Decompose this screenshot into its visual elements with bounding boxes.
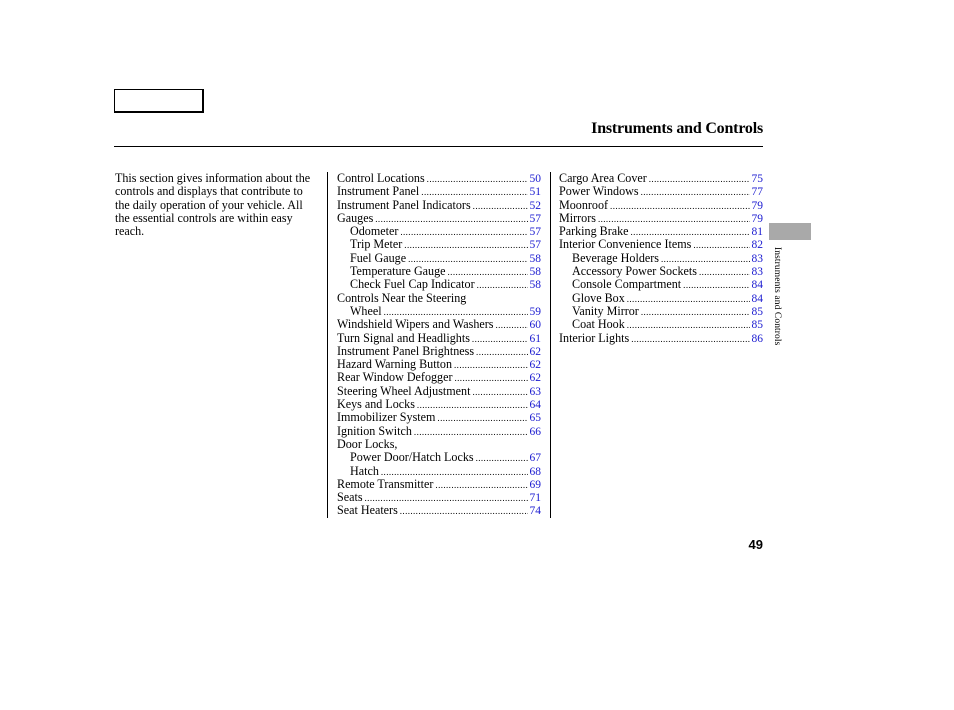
toc-entry-label: Coat Hook [572, 317, 625, 332]
toc-page-link[interactable]: 63 [529, 385, 541, 398]
toc-entry-label: Interior Convenience Items [559, 237, 692, 252]
leader-dots [649, 173, 750, 186]
toc-entry[interactable] [337, 371, 541, 384]
toc-page-link[interactable]: 57 [529, 239, 541, 252]
leader-dots [627, 293, 750, 306]
toc-entry[interactable] [337, 238, 541, 251]
toc-entry-label: Odometer [350, 224, 399, 239]
toc-entry[interactable] [337, 172, 541, 185]
toc-page-link[interactable]: 62 [529, 372, 541, 385]
toc-entry-label: Moonroof [559, 197, 609, 212]
toc-page-link[interactable]: 58 [529, 252, 541, 265]
toc-entry[interactable] [559, 292, 763, 305]
toc-column-1 [337, 172, 541, 518]
toc-entry-label: Console Compartment [572, 277, 682, 292]
toc-entry[interactable] [559, 278, 763, 291]
toc-entry[interactable] [337, 332, 541, 345]
leader-dots [404, 239, 527, 252]
toc-page-link[interactable]: 74 [529, 505, 541, 518]
toc-entry[interactable] [337, 425, 541, 438]
toc-heading: Door Locks, [337, 436, 398, 451]
nav-box[interactable] [114, 89, 204, 113]
toc-heading: Controls Near the Steering [337, 290, 467, 305]
section-tab-label: Instruments and Controls [772, 247, 782, 346]
toc-entry-label: Interior Lights [559, 330, 630, 345]
toc-page-link[interactable]: 77 [751, 186, 763, 199]
toc-entry[interactable] [559, 199, 763, 212]
toc-page-link[interactable]: 58 [529, 279, 541, 292]
leader-dots [699, 266, 750, 279]
toc-entry[interactable] [337, 478, 541, 491]
toc-entry-label: Power Door/Hatch Locks [350, 450, 474, 465]
toc-entry-label: Remote Transmitter [337, 476, 434, 491]
toc-page-link[interactable]: 84 [751, 292, 763, 305]
toc-entry[interactable] [559, 238, 763, 251]
toc-entry-label: Mirrors [559, 210, 596, 225]
toc-page-link[interactable]: 71 [529, 492, 541, 505]
toc-entry-label: Seats [337, 490, 363, 505]
toc-entry[interactable] [337, 212, 541, 225]
section-tab[interactable] [769, 223, 811, 240]
toc-entry-label: Ignition Switch [337, 423, 412, 438]
toc-entry-label: Gauges [337, 210, 374, 225]
toc-entry[interactable] [337, 385, 541, 398]
toc-entry-label: Instrument Panel [337, 184, 420, 199]
column-divider-2 [550, 172, 551, 518]
leader-dots [427, 173, 528, 186]
toc-entry-label: Rear Window Defogger [337, 370, 453, 385]
toc-entry[interactable] [337, 278, 541, 291]
toc-entry-label: Seat Heaters [337, 503, 398, 518]
toc-page-link[interactable]: 65 [529, 412, 541, 425]
toc-page-link[interactable]: 67 [529, 452, 541, 465]
toc-page-link[interactable]: 62 [529, 359, 541, 372]
leader-dots [400, 505, 528, 518]
toc-entry[interactable] [337, 504, 541, 517]
toc-page-link[interactable]: 60 [529, 319, 541, 332]
toc-entry-label: Trip Meter [350, 237, 403, 252]
leader-dots [610, 200, 749, 213]
leader-dots [476, 452, 528, 465]
leader-dots [693, 239, 749, 252]
toc-page-link[interactable]: 79 [751, 199, 763, 212]
toc-entry-label: Parking Brake [559, 224, 629, 239]
toc-entry-label: Control Locations [337, 171, 425, 185]
toc-page-link[interactable]: 86 [751, 332, 763, 345]
toc-page-link[interactable]: 84 [751, 279, 763, 292]
toc-entry-label: Fuel Gauge [350, 250, 407, 265]
leader-dots [435, 479, 527, 492]
toc-page-link[interactable]: 83 [751, 252, 763, 265]
toc-entry-label: Accessory Power Sockets [572, 264, 697, 279]
toc-page-link[interactable]: 75 [751, 173, 763, 185]
toc-entry-label: Wheel [350, 303, 382, 318]
toc-entry-label: Power Windows [559, 184, 639, 199]
toc-entry-label: Hatch [350, 463, 379, 478]
toc-page-link[interactable]: 83 [751, 266, 763, 279]
leader-dots [683, 279, 749, 292]
toc-page-link[interactable]: 58 [529, 266, 541, 279]
toc-page-link[interactable]: 57 [529, 226, 541, 239]
toc-entry[interactable] [337, 252, 541, 265]
toc-entry[interactable] [559, 332, 763, 345]
toc-page-link[interactable]: 52 [529, 199, 541, 212]
toc-page-link[interactable]: 64 [529, 399, 541, 412]
toc-entry[interactable] [337, 318, 541, 331]
toc-entry-label: Steering Wheel Adjustment [337, 383, 471, 398]
leader-dots [473, 200, 528, 213]
toc-entry[interactable] [337, 398, 541, 411]
toc-page-link[interactable]: 69 [529, 478, 541, 491]
toc-entry[interactable] [559, 225, 763, 238]
toc-entry[interactable] [559, 172, 763, 185]
toc-page-link[interactable]: 57 [529, 212, 541, 225]
intro-paragraph: This section gives information about the controls and displays that contribute to the daily operation of your vehicle. All the essential controls are within easy reach. [115, 171, 311, 239]
toc-entry-label: Immobilizer System [337, 410, 436, 425]
leader-dots [641, 186, 750, 199]
toc-entry[interactable] [559, 305, 763, 318]
toc-entry[interactable] [337, 199, 541, 212]
toc-page-link[interactable]: 81 [751, 226, 763, 239]
leader-dots [454, 359, 527, 372]
leader-dots [477, 279, 528, 292]
toc-entry-label: Turn Signal and Headlights [337, 330, 470, 345]
leader-dots [641, 306, 750, 319]
toc-entry-label: Cargo Area Cover [559, 171, 647, 185]
toc-entry[interactable] [559, 318, 763, 331]
column-divider-1 [327, 172, 328, 518]
toc-column-2 [559, 172, 763, 345]
toc-entry-label: Temperature Gauge [350, 264, 446, 279]
leader-dots [627, 319, 750, 332]
toc-entry[interactable] [337, 451, 541, 464]
toc-entry-label: Vanity Mirror [572, 303, 639, 318]
toc-entry[interactable] [337, 411, 541, 424]
toc-page-link[interactable]: 82 [751, 239, 763, 252]
toc-page-link[interactable]: 50 [529, 173, 541, 185]
leader-dots [472, 333, 528, 346]
leader-dots [400, 226, 527, 239]
toc-entry[interactable] [337, 265, 541, 278]
page-number: 49 [748, 537, 763, 552]
leader-dots [631, 333, 749, 346]
toc-entry[interactable] [559, 252, 763, 265]
toc-entry-label: Beverage Holders [572, 250, 659, 265]
leader-dots [437, 412, 527, 425]
toc-entry[interactable] [559, 212, 763, 225]
toc-page-link[interactable]: 62 [529, 345, 541, 358]
toc-page-link[interactable]: 51 [529, 186, 541, 199]
toc-entry[interactable] [337, 465, 541, 478]
toc-entry-label: Hazard Warning Button [337, 357, 453, 372]
toc-entry-label: Glove Box [572, 290, 625, 305]
toc-entry[interactable] [337, 491, 541, 504]
toc-page-link[interactable]: 59 [529, 305, 541, 318]
toc-entry[interactable] [337, 305, 541, 318]
toc-page-link[interactable]: 61 [529, 332, 541, 345]
toc-entry-label: Check Fuel Cap Indicator [350, 277, 475, 292]
toc-entry[interactable] [559, 265, 763, 278]
toc-page-link[interactable]: 85 [751, 305, 763, 318]
toc-entry[interactable] [337, 345, 541, 358]
toc-page-link[interactable]: 85 [751, 319, 763, 332]
toc-entry-label: Keys and Locks [337, 397, 415, 412]
leader-dots [375, 213, 527, 226]
section-title: Instruments and Controls [591, 120, 763, 137]
leader-dots [414, 426, 528, 439]
toc-page-link[interactable]: 79 [751, 212, 763, 225]
leader-dots [476, 346, 527, 359]
toc-entry[interactable] [337, 225, 541, 238]
toc-entry-label: Windshield Wipers and Washers [337, 317, 494, 332]
toc-entry-label: Instrument Panel Indicators [337, 197, 471, 212]
toc-entry[interactable] [337, 358, 541, 371]
toc-page-link[interactable]: 66 [529, 425, 541, 438]
toc-entry-label: Instrument Panel Brightness [337, 343, 475, 358]
leader-dots [495, 319, 527, 332]
toc-page-link[interactable]: 68 [529, 465, 541, 478]
toc-entry[interactable] [337, 185, 541, 198]
header-rule [114, 146, 763, 147]
leader-dots [472, 386, 527, 399]
toc-entry[interactable] [559, 185, 763, 198]
